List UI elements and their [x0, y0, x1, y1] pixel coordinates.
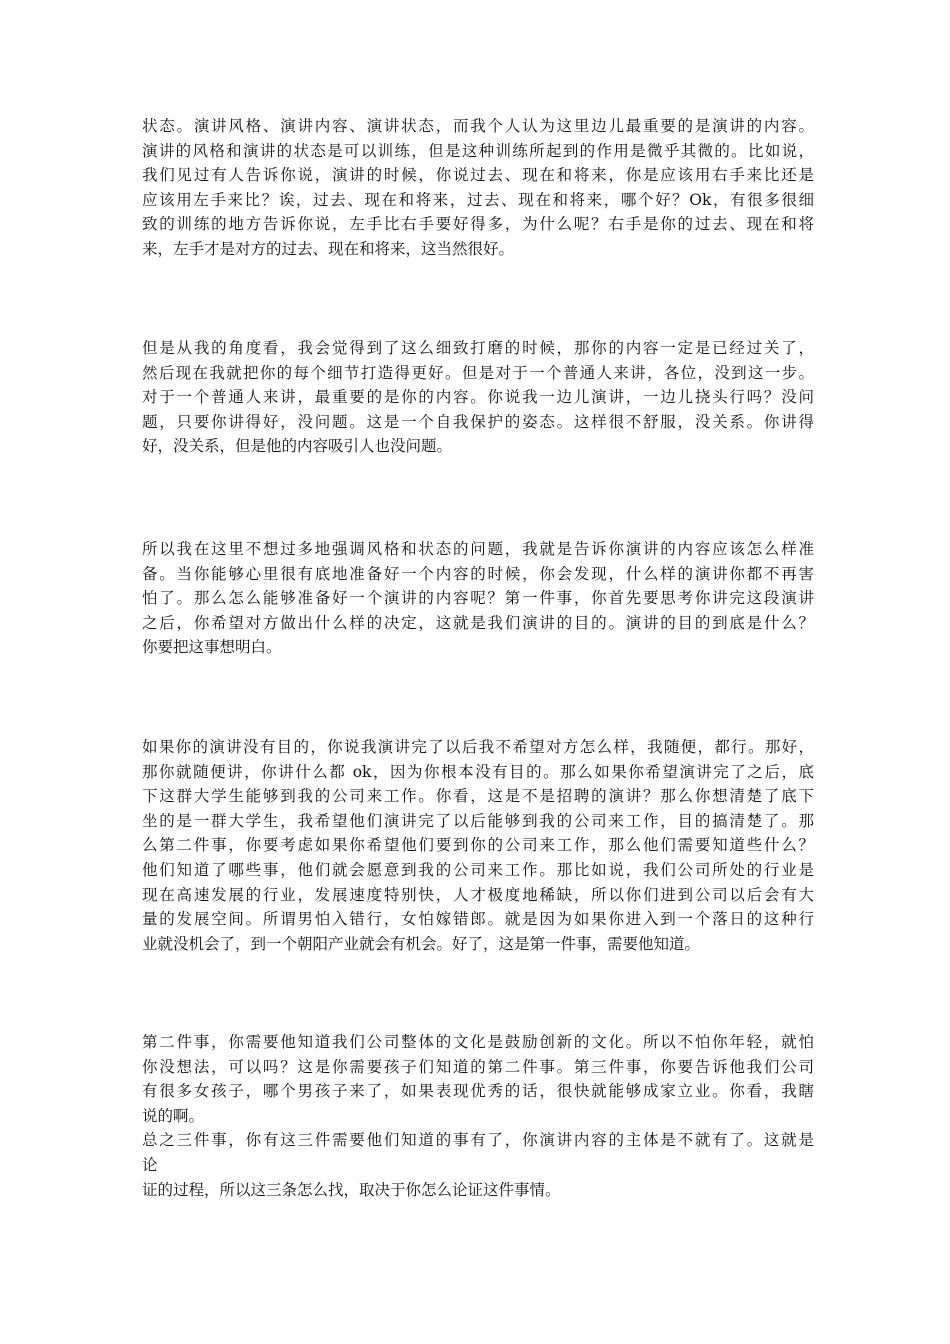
text-line: 演讲的风格和演讲的状态是可以训练，但是这种训练所起到的作用是微乎其微的。比如说，	[142, 141, 814, 160]
text-line: 致的训练的地方告诉你说，左手比右手要好得多，为什么呢？右手是你的过去、现在和将	[142, 215, 814, 234]
text-line: 怕了。那么怎么能够准备好一个演讲的内容呢？第一件事，你首先要思考你讲完这段演讲	[142, 589, 814, 608]
paragraph	[142, 114, 814, 262]
text-line: 你没想法，可以吗？这是你需要孩子们知道的第二件事。第三件事，你要告诉他我们公司	[142, 1057, 814, 1076]
text-line: 论	[142, 1155, 158, 1174]
text-line: 备。当你能够心里很有底地准备好一个内容的时候，你会发现，什么样的演讲你都不再害	[142, 564, 814, 583]
text-line: 之后，你希望对方做出什么样的决定，这就是我们演讲的目的。演讲的目的到底是什么？	[142, 613, 814, 632]
text-line: 所以我在这里不想过多地强调风格和状态的问题，我就是告诉你演讲的内容应该怎么样准	[142, 540, 814, 558]
text-line: 状态。演讲风格、演讲内容、演讲状态，而我个人认为这里边儿最重要的是演讲的内容。	[142, 117, 814, 135]
text-line: 有很多女孩子，哪个男孩子来了，如果表现优秀的话，很快就能够成家立业。你看，我瞎	[142, 1082, 814, 1101]
text-line: 但是从我的角度看，我会觉得到了这么细致打磨的时候，那你的内容一定是已经过关了，	[142, 339, 814, 357]
text-line: 如果你的演讲没有目的，你说我演讲完了以后我不希望对方怎么样，我随便，都行。那好，	[142, 738, 814, 756]
text-line: 坐的是一群大学生，我希望他们演讲完了以后能够到我的公司来工作，目的搞清楚了。那	[142, 811, 814, 830]
text-line: 下这群大学生能够到我的公司来工作。你看，这是不是招聘的演讲？那么你想清楚了底下	[142, 787, 814, 806]
text-line: 对于一个普通人来讲，最重要的是你的内容。你说我一边儿演讲，一边儿挠头行吗？没问	[142, 388, 814, 407]
text-line: 那你就随便讲，你讲什么都 ok，因为你根本没有目的。那么如果你希望演讲完了之后，底	[142, 762, 814, 781]
text-line: 量的发展空间。所谓男怕入错行，女怕嫁错郎。就是因为如果你进入到一个落日的这种行	[142, 910, 814, 929]
paragraph	[142, 336, 814, 459]
paragraph	[142, 1030, 814, 1202]
text-line: 应该用左手来比？诶，过去、现在和将来，过去、现在和将来，哪个好？Ok，有很多很细	[142, 190, 814, 209]
text-line: 第二件事，你需要他知道我们公司整体的文化是鼓励创新的文化。所以不怕你年轻，就怕	[142, 1033, 814, 1051]
text-line: 业就没机会了，到一个朝阳产业就会有机会。好了，这是第一件事，需要他知道。	[142, 934, 701, 953]
text-line: 来，左手才是对方的过去、现在和将来，这当然很好。	[142, 239, 515, 258]
text-line: 总之三件事，你有这三件需要他们知道的事有了，你演讲内容的主体是不就有了。这就是	[142, 1131, 814, 1150]
text-line: 现在高速发展的行业，发展速度特别快，人才极度地稀缺，所以你们进到公司以后会有大	[142, 885, 814, 904]
text-line: 我们见过有人告诉你说，演讲的时候，你说过去、现在和将来，你是应该用右手来比还是	[142, 166, 814, 185]
text-line: 然后现在我就把你的每个细节打造得更好。但是对于一个普通人来讲，各位，没到这一步。	[142, 363, 814, 382]
text-line: 好，没关系，但是他的内容吸引人也没问题。	[142, 437, 453, 456]
text-line: 说的啊。	[142, 1106, 205, 1125]
paragraph	[142, 537, 814, 660]
text-line: 题，只要你讲得好，没问题。这是一个自我保护的姿态。这样很不舒服，没关系。你讲得	[142, 412, 814, 431]
text-line: 他们知道了哪些事，他们就会愿意到我的公司来工作。那比如说，我们公司所处的行业是	[142, 860, 814, 879]
text-line: 么第二件事，你要考虑如果你希望他们要到你的公司来工作，那么他们需要知道些什么？	[142, 836, 814, 855]
text-line: 证的过程，所以这三条怎么找，取决于你怎么论证这件事情。	[142, 1180, 561, 1199]
paragraph	[142, 735, 814, 956]
text-line: 你要把这事想明白。	[142, 638, 282, 657]
